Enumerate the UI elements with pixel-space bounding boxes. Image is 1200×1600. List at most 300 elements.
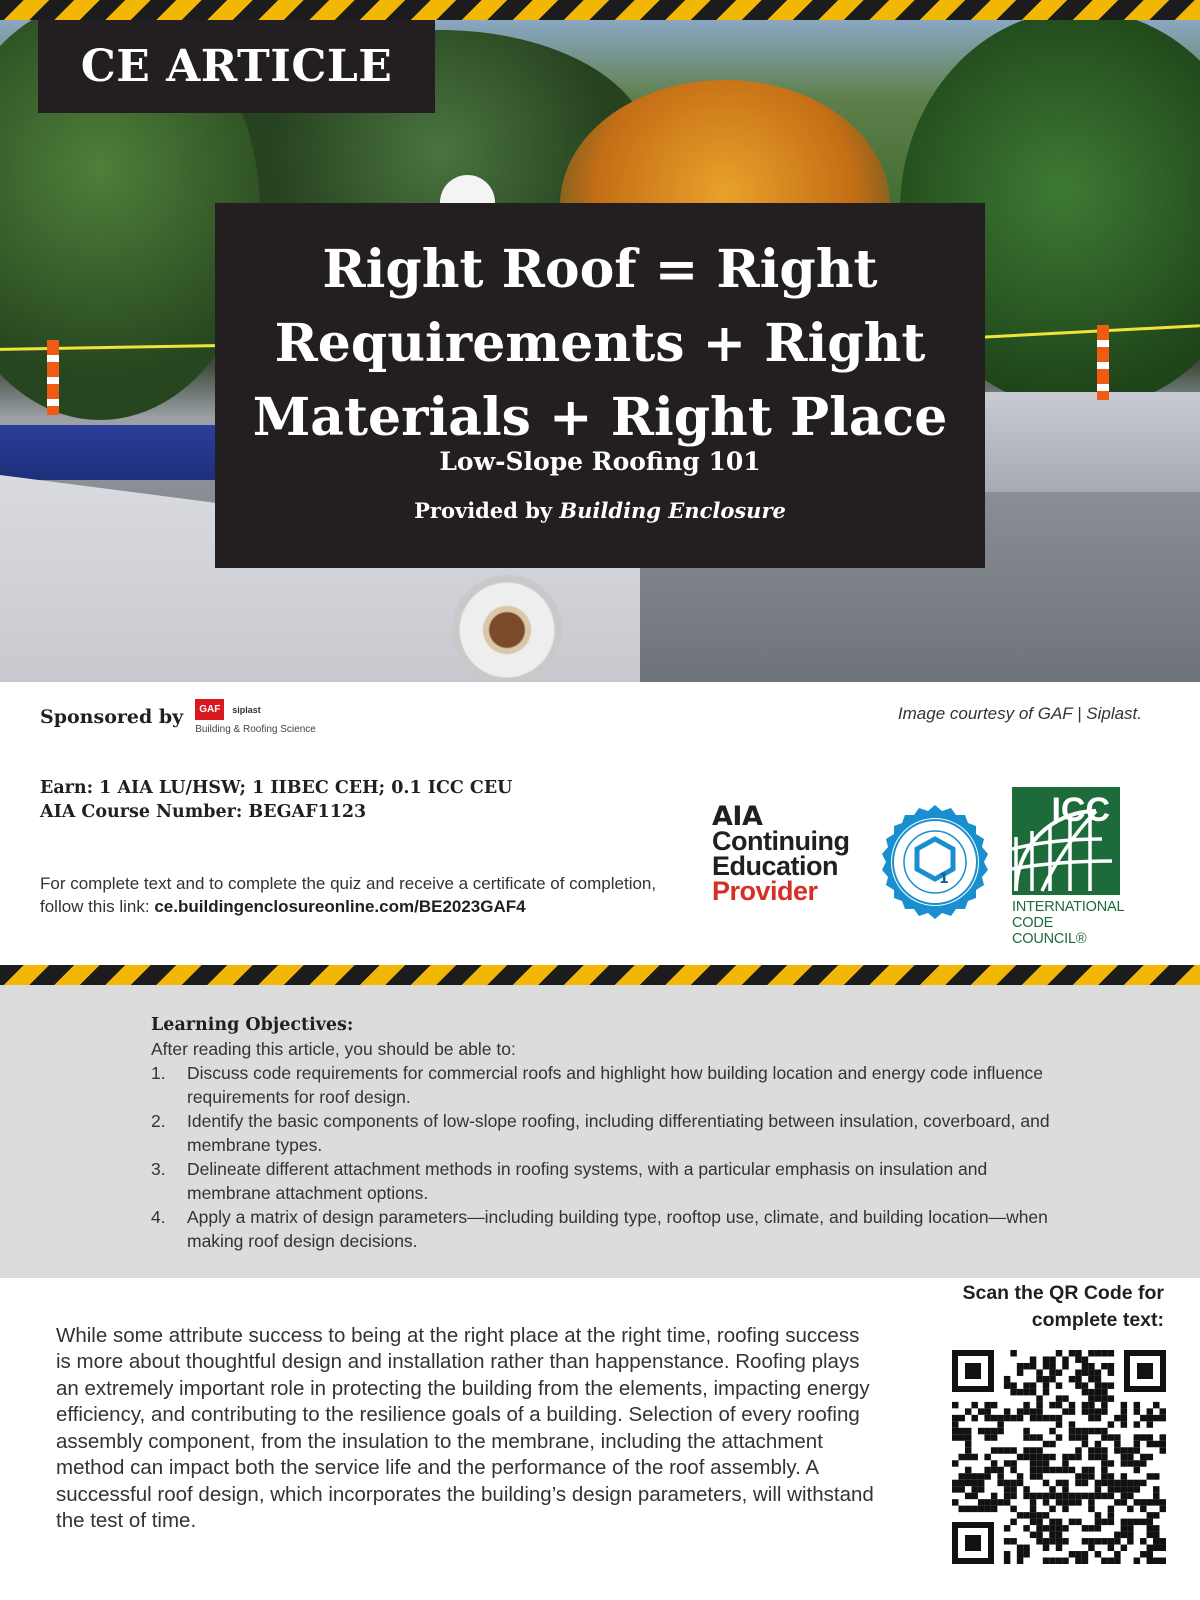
iibec-number: 1: [939, 871, 949, 887]
qr-module: [1101, 1408, 1107, 1414]
qr-module: [1049, 1356, 1055, 1362]
qr-caption-line: complete text:: [1031, 1309, 1164, 1331]
qr-module: [1017, 1369, 1023, 1375]
qr-module: [1082, 1441, 1088, 1447]
aia-line: AIA: [712, 801, 763, 832]
qr-module: [1049, 1558, 1055, 1564]
qr-module: [1088, 1428, 1094, 1434]
qr-module: [1049, 1376, 1055, 1382]
qr-module: [1134, 1447, 1140, 1453]
qr-module: [1023, 1363, 1029, 1369]
qr-module: [1010, 1389, 1016, 1395]
qr-module: [1056, 1467, 1062, 1473]
qr-module: [1049, 1369, 1055, 1375]
qr-module: [965, 1506, 971, 1512]
course-link[interactable]: ce.buildingenclosureonline.com/BE2023GAF4: [154, 897, 526, 916]
qr-module: [1056, 1519, 1062, 1525]
qr-module: [1056, 1415, 1062, 1421]
qr-module: [1095, 1376, 1101, 1382]
qr-module: [1095, 1382, 1101, 1388]
qr-module: [952, 1421, 958, 1427]
qr-module: [1095, 1408, 1101, 1414]
qr-module: [1036, 1402, 1042, 1408]
qr-module: [1049, 1441, 1055, 1447]
qr-module: [1134, 1480, 1140, 1486]
qr-module: [1147, 1421, 1153, 1427]
qr-module: [1160, 1447, 1166, 1453]
qr-module: [1134, 1486, 1140, 1492]
qr-module: [1010, 1415, 1016, 1421]
qr-module: [1153, 1441, 1159, 1447]
qr-module: [952, 1499, 958, 1505]
qr-module: [1036, 1447, 1042, 1453]
qr-module: [1056, 1402, 1062, 1408]
qr-module: [1160, 1434, 1166, 1440]
qr-module: [1082, 1363, 1088, 1369]
qr-module: [1147, 1551, 1153, 1557]
qr-module: [991, 1499, 997, 1505]
qr-module: [1101, 1493, 1107, 1499]
qr-module: [1153, 1486, 1159, 1492]
objectives-list: [151, 1061, 1051, 1253]
completion-instructions: [40, 872, 680, 918]
qr-module: [1147, 1499, 1153, 1505]
qr-module: [971, 1486, 977, 1492]
qr-module: [1043, 1389, 1049, 1395]
qr-module: [1004, 1493, 1010, 1499]
qr-module: [1036, 1532, 1042, 1538]
qr-module: [997, 1480, 1003, 1486]
publication-name: Building Enclosure: [559, 498, 786, 523]
qr-module: [1004, 1525, 1010, 1531]
qr-module: [1030, 1519, 1036, 1525]
qr-module: [1114, 1532, 1120, 1538]
qr-module: [1004, 1408, 1010, 1414]
qr-module: [1049, 1467, 1055, 1473]
qr-module: [1140, 1499, 1146, 1505]
qr-module: [1017, 1551, 1023, 1557]
logo-tagline: Building & Roofing Science: [195, 724, 316, 735]
qr-module: [1127, 1460, 1133, 1466]
course-number: AIA Course Number: BEGAF1123: [40, 802, 367, 822]
qr-module: [1036, 1473, 1042, 1479]
qr-module: [1088, 1376, 1094, 1382]
qr-module: [1134, 1467, 1140, 1473]
objective-number: 4.: [151, 1207, 166, 1227]
qr-module: [1017, 1363, 1023, 1369]
qr-module: [1036, 1525, 1042, 1531]
qr-module: [1147, 1408, 1153, 1414]
qr-module: [1075, 1350, 1081, 1356]
qr-module: [971, 1493, 977, 1499]
qr-module: [1153, 1402, 1159, 1408]
qr-module: [1147, 1454, 1153, 1460]
qr-module: [1095, 1538, 1101, 1544]
qr-module: [1010, 1486, 1016, 1492]
objective-item: [151, 1109, 1051, 1157]
qr-module: [1140, 1460, 1146, 1466]
qr-module: [984, 1428, 990, 1434]
qr-module: [1049, 1363, 1055, 1369]
sponsored-by-label: Sponsored by: [40, 706, 184, 728]
qr-module: [1108, 1395, 1114, 1401]
qr-module: [1088, 1369, 1094, 1375]
qr-module: [984, 1467, 990, 1473]
qr-module: [1108, 1421, 1114, 1427]
qr-module: [1095, 1454, 1101, 1460]
qr-module: [1056, 1558, 1062, 1564]
qr-module: [1049, 1525, 1055, 1531]
qr-module: [1030, 1408, 1036, 1414]
qr-module: [965, 1493, 971, 1499]
qr-module: [1147, 1558, 1153, 1564]
qr-module: [1082, 1408, 1088, 1414]
qr-module: [1056, 1382, 1062, 1388]
qr-module: [1088, 1350, 1094, 1356]
qr-module: [1069, 1350, 1075, 1356]
qr-module: [958, 1415, 964, 1421]
qr-module: [1075, 1558, 1081, 1564]
qr-module: [991, 1434, 997, 1440]
qr-module: [1095, 1395, 1101, 1401]
objective-item: [151, 1157, 1051, 1205]
qr-module: [1062, 1525, 1068, 1531]
objective-number: 1.: [151, 1063, 166, 1083]
qr-module: [1101, 1480, 1107, 1486]
qr-module: [1147, 1434, 1153, 1440]
qr-module: [1082, 1402, 1088, 1408]
qr-module: [1062, 1408, 1068, 1414]
qr-module: [1121, 1525, 1127, 1531]
qr-module: [991, 1447, 997, 1453]
qr-module: [1114, 1538, 1120, 1544]
qr-module: [1017, 1408, 1023, 1414]
qr-module: [1160, 1408, 1166, 1414]
qr-module: [1082, 1473, 1088, 1479]
qr-module: [1023, 1525, 1029, 1531]
qr-module: [958, 1480, 964, 1486]
qr-module: [1082, 1369, 1088, 1375]
qr-module: [1075, 1369, 1081, 1375]
qr-module: [1101, 1434, 1107, 1440]
qr-module: [1134, 1421, 1140, 1427]
objectives-intro: After reading this article, you should be able to:: [151, 1039, 516, 1059]
qr-module: [1023, 1486, 1029, 1492]
qr-module: [1108, 1506, 1114, 1512]
qr-module: [952, 1434, 958, 1440]
qr-module: [1121, 1493, 1127, 1499]
qr-module: [971, 1480, 977, 1486]
qr-module: [1004, 1415, 1010, 1421]
provided-by: [215, 498, 985, 523]
qr-module: [1075, 1434, 1081, 1440]
qr-module: [1095, 1447, 1101, 1453]
qr-module: [991, 1506, 997, 1512]
qr-module: [1108, 1473, 1114, 1479]
insulation-pallet: [0, 425, 220, 480]
qr-module: [1140, 1519, 1146, 1525]
qr-module: [1049, 1532, 1055, 1538]
qr-module: [1036, 1376, 1042, 1382]
qr-module: [1114, 1499, 1120, 1505]
qr-module: [1023, 1493, 1029, 1499]
qr-module: [1134, 1408, 1140, 1414]
qr-module: [1134, 1441, 1140, 1447]
qr-module: [1043, 1363, 1049, 1369]
article-subtitle: Low-Slope Roofing 101: [439, 447, 761, 476]
qr-module: [1069, 1499, 1075, 1505]
qr-module: [1056, 1538, 1062, 1544]
qr-module: [1043, 1415, 1049, 1421]
objective-text: Apply a matrix of design parameters—including building type, rooftop use, climate, and building location—when making roof design decisions.: [187, 1207, 1048, 1251]
qr-module: [1095, 1519, 1101, 1525]
qr-module: [991, 1467, 997, 1473]
qr-module: [1082, 1434, 1088, 1440]
qr-module: [1101, 1454, 1107, 1460]
qr-module: [1056, 1369, 1062, 1375]
qr-module: [1004, 1460, 1010, 1466]
qr-module: [1147, 1512, 1153, 1518]
earn-credits: Earn: 1 AIA LU/HSW; 1 IIBEC CEH; 0.1 ICC CEU: [40, 778, 513, 798]
qr-module: [1004, 1480, 1010, 1486]
objective-text: Identify the basic components of low-slope roofing, including differentiating between insulation, coverboard, and membrane types.: [187, 1111, 1050, 1155]
qr-module: [1043, 1525, 1049, 1531]
qr-module: [1088, 1402, 1094, 1408]
qr-module: [1140, 1480, 1146, 1486]
qr-module: [1023, 1545, 1029, 1551]
qr-code-icon[interactable]: [952, 1350, 1166, 1564]
qr-module: [965, 1428, 971, 1434]
qr-module: [1127, 1519, 1133, 1525]
icc-globe-icon: [1012, 787, 1120, 895]
credit-info: [40, 776, 512, 824]
qr-module: [1134, 1402, 1140, 1408]
objective-number: 2.: [151, 1111, 166, 1131]
qr-module: [978, 1506, 984, 1512]
qr-module: [1140, 1434, 1146, 1440]
sponsor-row: [40, 692, 316, 742]
qr-module: [1043, 1512, 1049, 1518]
qr-module: [1069, 1421, 1075, 1427]
traffic-cone: [1097, 325, 1109, 400]
qr-module: [1114, 1447, 1120, 1453]
siplast-wordmark: siplast: [232, 704, 261, 715]
qr-module: [1153, 1558, 1159, 1564]
qr-module: [1069, 1402, 1075, 1408]
qr-module: [1082, 1356, 1088, 1362]
qr-module: [1049, 1486, 1055, 1492]
membrane-roll: [985, 392, 1200, 492]
qr-module: [958, 1434, 964, 1440]
qr-module: [1082, 1467, 1088, 1473]
objective-text: Discuss code requirements for commercial roofs and highlight how building location and energy code influence requirements for roof design.: [187, 1063, 1044, 1107]
qr-module: [1049, 1428, 1055, 1434]
qr-module: [1101, 1460, 1107, 1466]
qr-module: [991, 1402, 997, 1408]
qr-module: [1056, 1532, 1062, 1538]
qr-module: [1075, 1499, 1081, 1505]
qr-module: [1069, 1519, 1075, 1525]
qr-module: [1069, 1376, 1075, 1382]
qr-module: [1127, 1506, 1133, 1512]
qr-module: [1043, 1460, 1049, 1466]
qr-module: [1095, 1486, 1101, 1492]
aia-line: Continuing: [712, 826, 850, 856]
qr-module: [1153, 1525, 1159, 1531]
qr-module: [1088, 1395, 1094, 1401]
qr-module: [991, 1415, 997, 1421]
qr-module: [1030, 1499, 1036, 1505]
qr-module: [1108, 1460, 1114, 1466]
qr-module: [978, 1486, 984, 1492]
qr-module: [1121, 1460, 1127, 1466]
qr-module: [1023, 1447, 1029, 1453]
qr-module: [1036, 1454, 1042, 1460]
qr-module: [1030, 1460, 1036, 1466]
qr-module: [984, 1499, 990, 1505]
qr-module: [971, 1454, 977, 1460]
qr-module: [965, 1408, 971, 1414]
qr-module: [1004, 1486, 1010, 1492]
qr-module: [1088, 1525, 1094, 1531]
qr-module: [1023, 1434, 1029, 1440]
qr-module: [997, 1415, 1003, 1421]
qr-module: [1010, 1460, 1016, 1466]
qr-module: [1095, 1512, 1101, 1518]
aia-line: Provider: [712, 876, 818, 906]
qr-module: [1010, 1480, 1016, 1486]
qr-module: [1030, 1389, 1036, 1395]
qr-module: [1153, 1545, 1159, 1551]
qr-module: [1095, 1441, 1101, 1447]
qr-module: [1069, 1551, 1075, 1557]
qr-caption-line: Scan the QR Code for: [962, 1282, 1164, 1304]
qr-module: [1036, 1493, 1042, 1499]
qr-module: [1004, 1551, 1010, 1557]
qr-module: [997, 1428, 1003, 1434]
qr-module: [1127, 1538, 1133, 1544]
qr-module: [1088, 1493, 1094, 1499]
article-title: [215, 233, 985, 455]
qr-module: [1062, 1493, 1068, 1499]
qr-module: [1023, 1389, 1029, 1395]
qr-module: [1140, 1506, 1146, 1512]
qr-module: [1088, 1389, 1094, 1395]
qr-module: [1075, 1382, 1081, 1388]
aia-provider-logo: [712, 801, 850, 906]
qr-module: [1127, 1532, 1133, 1538]
qr-module: [1147, 1545, 1153, 1551]
qr-module: [1075, 1454, 1081, 1460]
qr-module: [1043, 1441, 1049, 1447]
qr-module: [1121, 1454, 1127, 1460]
qr-module: [952, 1480, 958, 1486]
qr-module: [1062, 1499, 1068, 1505]
qr-module: [1088, 1447, 1094, 1453]
qr-module: [1095, 1480, 1101, 1486]
qr-module: [1147, 1415, 1153, 1421]
objective-item: [151, 1205, 1051, 1253]
qr-module: [1043, 1493, 1049, 1499]
qr-module: [1134, 1499, 1140, 1505]
qr-module: [1036, 1415, 1042, 1421]
link-intro: For complete text and to complete the quiz and receive a certificate of completion, follow this link:: [40, 874, 657, 916]
qr-module: [1134, 1558, 1140, 1564]
qr-module: [1043, 1499, 1049, 1505]
qr-module: [952, 1486, 958, 1492]
qr-module: [1036, 1467, 1042, 1473]
qr-module: [1101, 1350, 1107, 1356]
qr-module: [1023, 1512, 1029, 1518]
qr-module: [1023, 1402, 1029, 1408]
qr-module: [1160, 1415, 1166, 1421]
qr-module: [1069, 1434, 1075, 1440]
qr-module: [971, 1402, 977, 1408]
qr-module: [1075, 1551, 1081, 1557]
qr-module: [978, 1499, 984, 1505]
qr-module: [1062, 1480, 1068, 1486]
qr-module: [1010, 1493, 1016, 1499]
qr-module: [1121, 1447, 1127, 1453]
qr-module: [1036, 1434, 1042, 1440]
qr-module: [1030, 1356, 1036, 1362]
qr-module: [1075, 1493, 1081, 1499]
qr-module: [984, 1454, 990, 1460]
qr-module: [1023, 1408, 1029, 1414]
qr-module: [1101, 1428, 1107, 1434]
qr-module: [1121, 1519, 1127, 1525]
qr-module: [1043, 1382, 1049, 1388]
qr-module: [1088, 1538, 1094, 1544]
qr-module: [1036, 1538, 1042, 1544]
qr-module: [1147, 1519, 1153, 1525]
qr-module: [978, 1408, 984, 1414]
qr-module: [1004, 1376, 1010, 1382]
qr-module: [1030, 1467, 1036, 1473]
qr-module: [1010, 1350, 1016, 1356]
qr-module: [1114, 1558, 1120, 1564]
qr-module: [1043, 1545, 1049, 1551]
title-line: Requirements + Right: [274, 313, 926, 374]
qr-module: [1101, 1382, 1107, 1388]
qr-module: [1160, 1506, 1166, 1512]
qr-module: [1030, 1512, 1036, 1518]
qr-module: [997, 1421, 1003, 1427]
qr-module: [958, 1506, 964, 1512]
qr-module: [1010, 1538, 1016, 1544]
qr-module: [1062, 1558, 1068, 1564]
qr-module: [1088, 1506, 1094, 1512]
qr-module: [1153, 1499, 1159, 1505]
qr-module: [965, 1454, 971, 1460]
qr-module: [997, 1447, 1003, 1453]
membrane-roll-end: [452, 575, 562, 682]
qr-module: [1056, 1499, 1062, 1505]
qr-module: [952, 1428, 958, 1434]
qr-module: [1062, 1363, 1068, 1369]
qr-module: [1101, 1447, 1107, 1453]
traffic-cone: [47, 340, 59, 415]
qr-module: [1095, 1350, 1101, 1356]
qr-module: [1049, 1402, 1055, 1408]
qr-module: [1114, 1551, 1120, 1557]
qr-module: [1069, 1408, 1075, 1414]
qr-module: [1069, 1454, 1075, 1460]
qr-module: [1088, 1408, 1094, 1414]
qr-module: [1140, 1551, 1146, 1557]
qr-module: [1108, 1545, 1114, 1551]
qr-module: [1062, 1460, 1068, 1466]
